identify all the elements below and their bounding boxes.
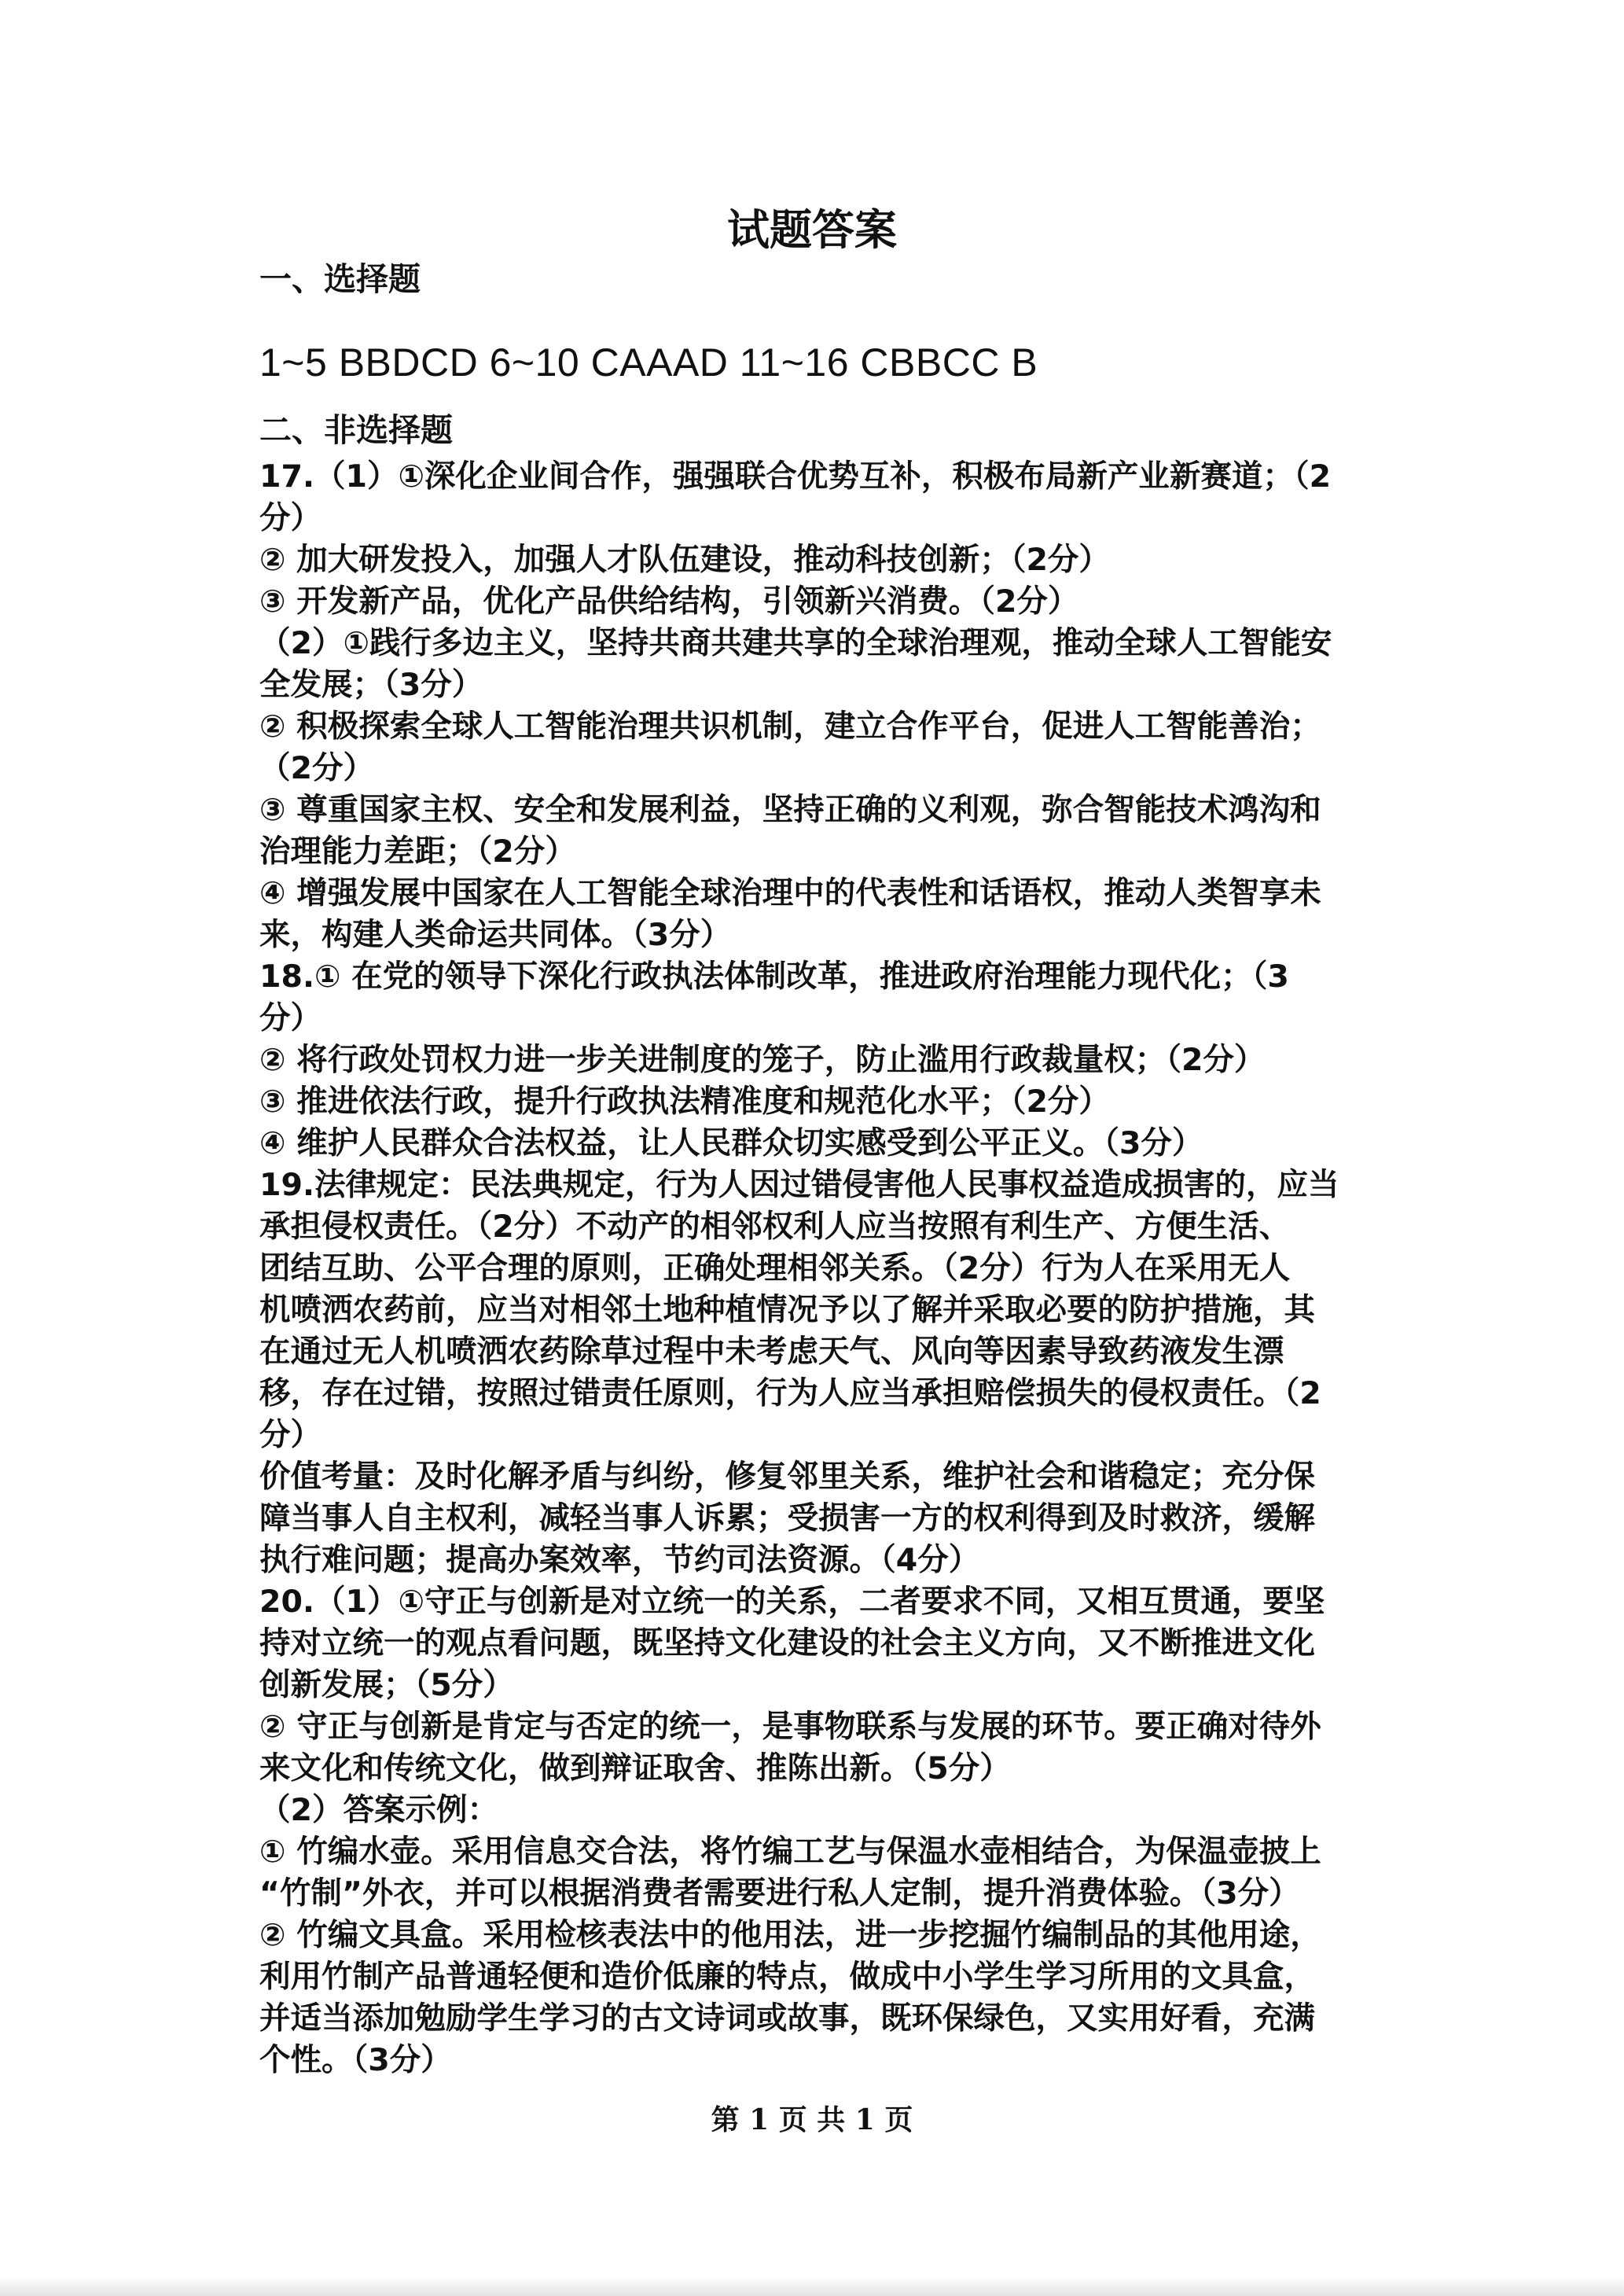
section-heading-non-multiple-choice: 二、非选择题: [259, 411, 453, 449]
multiple-choice-answers: 1~5 BBDCD 6~10 CAAAD 11~16 CBBCC B: [259, 340, 1038, 385]
answer-line: 执行难问题；提高办案效率，节约司法资源。（4分）: [259, 1542, 980, 1578]
answer-line: ① 竹编水壶。采用信息交合法，将竹编工艺与保温水壶相结合，为保温壶披上: [259, 1834, 1321, 1870]
answer-line: 18.① 在党的领导下深化行政执法体制改革，推进政府治理能力现代化；（3: [259, 959, 1289, 995]
answer-line: 创新发展；（5分）: [259, 1667, 514, 1703]
answer-line: 障当事人自主权利，减轻当事人诉累；受损害一方的权利得到及时救济，缓解: [259, 1500, 1315, 1536]
answer-line: ② 加大研发投入，加强人才队伍建设，推动科技创新；（2分）: [259, 542, 1110, 578]
answer-line: （2）①践行多边主义，坚持共商共建共享的全球治理观，推动全球人工智能安: [259, 625, 1332, 661]
answer-line: 分）: [259, 1417, 321, 1453]
answer-line: ② 将行政处罚权力进一步关进制度的笼子，防止滥用行政裁量权；（2分）: [259, 1042, 1266, 1078]
answer-line: 个性。（3分）: [259, 2042, 452, 2078]
answer-line: 价值考量：及时化解矛盾与纠纷，修复邻里关系，维护社会和谐稳定；充分保: [259, 1459, 1315, 1495]
answer-line: ③ 尊重国家主权、安全和发展利益，坚持正确的义利观，弥合智能技术鸿沟和: [259, 792, 1321, 828]
answer-line: ③ 推进依法行政，提升行政执法精准度和规范化水平；（2分）: [259, 1084, 1110, 1120]
page-footer: 第 1 页 共 1 页: [711, 2103, 913, 2136]
answer-line: ② 竹编文具盒。采用检核表法中的他用法，进一步挖掘竹编制品的其他用途，: [259, 1917, 1321, 1953]
answer-line: 团结互助、公平合理的原则，正确处理相邻关系。（2分）行为人在采用无人: [259, 1250, 1291, 1286]
answer-line: （2）答案示例：: [259, 1792, 498, 1828]
answer-line: 分）: [259, 500, 321, 536]
answer-line: 移，存在过错，按照过错责任原则，行为人应当承担赔偿损失的侵权责任。（2: [259, 1375, 1321, 1411]
answer-line: 19.法律规定：民法典规定，行为人因过错侵害他人民事权益造成损害的，应当: [259, 1167, 1339, 1203]
answer-line: ④ 维护人民群众合法权益，让人民群众切实感受到公平正义。（3分）: [259, 1125, 1203, 1161]
answer-line: ④ 增强发展中国家在人工智能全球治理中的代表性和话语权，推动人类智享未: [259, 875, 1321, 911]
answer-line: ② 积极探索全球人工智能治理共识机制，建立合作平台，促进人工智能善治；: [259, 708, 1321, 745]
answer-line: ③ 开发新产品，优化产品供给结构，引领新兴消费。（2分）: [259, 583, 1079, 620]
answer-line: 17.（1）①深化企业间合作，强强联合优势互补，积极布局新产业新赛道；（2: [259, 458, 1332, 495]
section-heading-multiple-choice: 一、选择题: [259, 260, 421, 298]
answer-line: 全发展；（3分）: [259, 667, 483, 703]
answer-line: “竹制”外衣，并可以根据消费者需要进行私人定制，提升消费体验。（3分）: [259, 1875, 1300, 1911]
answer-line: 承担侵权责任。（2分）不动产的相邻权利人应当按照有利生产、方便生活、: [259, 1209, 1291, 1245]
answer-body: [259, 456, 1407, 2081]
answer-line: 来文化和传统文化，做到辩证取舍、推陈出新。（5分）: [259, 1750, 1011, 1786]
answer-line: 分）: [259, 1000, 321, 1036]
answer-line: 并适当添加勉励学生学习的古文诗词或故事，既环保绿色，又实用好看，充满: [259, 2000, 1315, 2037]
answer-line: 来，构建人类命运共同体。（3分）: [259, 917, 732, 953]
answer-line: 在通过无人机喷洒农药除草过程中未考虑天气、风向等因素导致药液发生漂: [259, 1334, 1284, 1370]
answer-line: ② 守正与创新是肯定与否定的统一，是事物联系与发展的环节。要正确对待外: [259, 1709, 1321, 1745]
answer-line: （2分）: [259, 750, 374, 786]
answer-line: 机喷洒农药前，应当对相邻土地种植情况予以了解并采取必要的防护措施，其: [259, 1292, 1315, 1328]
page-edge-shadow: [0, 2276, 1624, 2296]
answer-line: 20.（1）①守正与创新是对立统一的关系，二者要求不同，又相互贯通，要坚: [259, 1584, 1325, 1620]
answer-line: 利用竹制产品普通轻便和造价低廉的特点，做成中小学生学习所用的文具盒，: [259, 1959, 1315, 1995]
page-title: 试题答案: [727, 205, 897, 255]
answer-line: 持对立统一的观点看问题，既坚持文化建设的社会主义方向，又不断推进文化: [259, 1625, 1315, 1661]
answer-line: 治理能力差距；（2分）: [259, 833, 576, 870]
